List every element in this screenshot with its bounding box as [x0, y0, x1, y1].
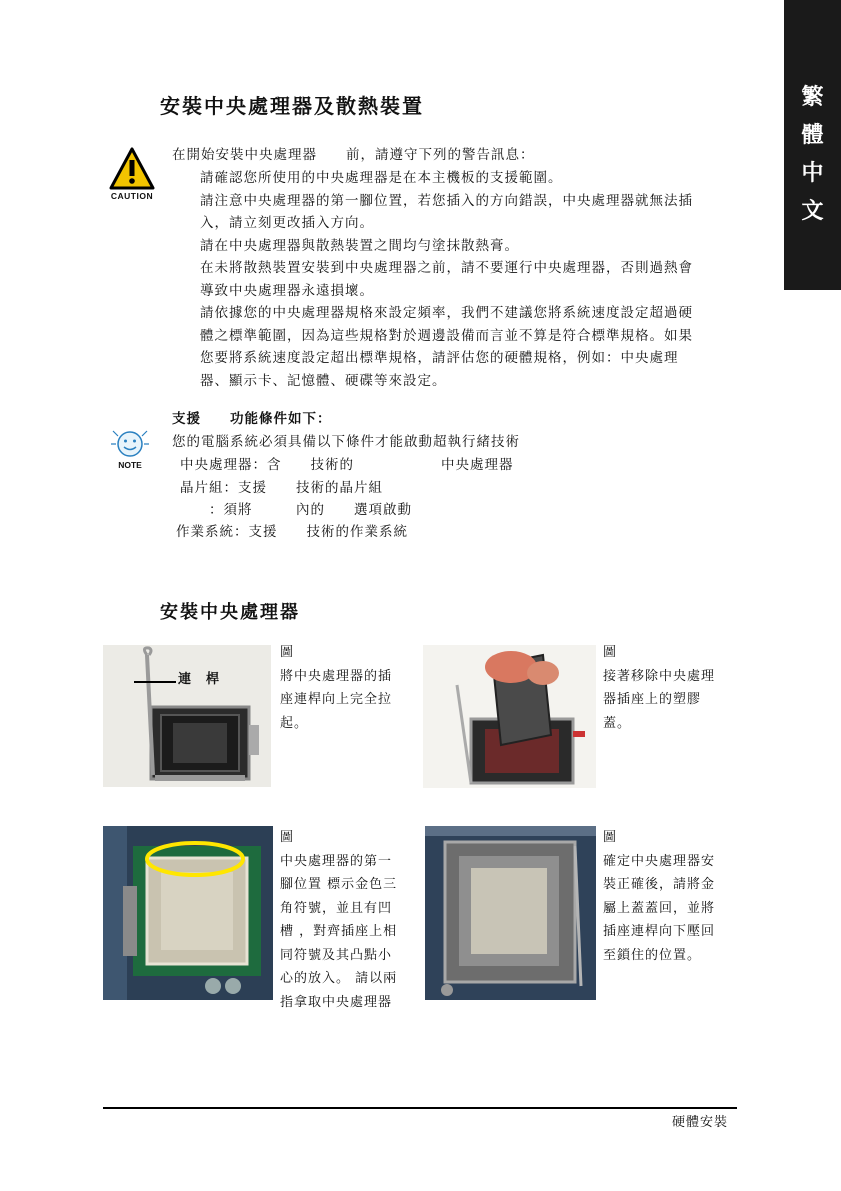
- step-line: 起。: [280, 715, 309, 731]
- step-line: 腳位置 標示金色三: [280, 877, 398, 892]
- step-line: 確定中央處理器安: [603, 853, 716, 869]
- lever-pointer-line: [134, 681, 160, 683]
- caution-line: 體之標準範圍，因為這些規格對於週邊設備而言並不算是符合標準規格。如果: [200, 327, 693, 344]
- step2-photo: [423, 645, 596, 788]
- step3-text: [280, 826, 416, 1014]
- step1-text: [280, 641, 412, 735]
- caution-line: 請依據您的中央處理器規格來設定頻率，我們不建議您將系統速度設定超過硬: [200, 305, 693, 321]
- step2-text: [603, 641, 737, 735]
- page-title: 安裝中央處理器及散熱裝置: [160, 94, 424, 118]
- step-line: 插座連桿向下壓回: [603, 924, 716, 939]
- language-tab-char: 繁: [801, 84, 824, 110]
- language-tab-char: 體: [801, 122, 824, 148]
- step-line: 指拿取中央處理器: [280, 994, 393, 1010]
- caution-line: 器、顯示卡、記憶體、硬碟等來設定。: [200, 372, 447, 389]
- figure-label: 圖: [603, 830, 618, 845]
- footer-label: 硬體安裝: [672, 1115, 729, 1130]
- step3-photo: [103, 826, 273, 1000]
- caution-line: 您要將系統速度設定超出標準規格，請評估您的硬體規格，例如：中央處理: [200, 350, 679, 366]
- note-line: 作業系統：支援 技術的作業系統: [176, 524, 408, 540]
- language-tab: [784, 0, 841, 290]
- step-line: 至鎖住的位置。: [603, 947, 702, 963]
- note-line: 晶片組：支援 技術的晶片組: [180, 480, 383, 496]
- step-line: 角符號，並且有凹: [280, 900, 393, 916]
- caution-line: 請確認您所使用的中央處理器是在本主機板的支援範圍。: [200, 170, 563, 186]
- step4-photo: [425, 826, 596, 1000]
- footer-rule: [103, 1107, 737, 1109]
- caution-line: 請在中央處理器與散熱裝置之間均勻塗抹散熱膏。: [200, 237, 519, 254]
- note-line: ：須將 內的 選項啟動: [180, 502, 412, 518]
- step-line: 槽 ，對齊插座上相: [280, 924, 398, 939]
- caution-line: 入，請立刻更改插入方向。: [200, 215, 374, 231]
- caution-label: CAUTION: [110, 191, 154, 201]
- step-line: 心的放入。 請以兩: [280, 971, 398, 986]
- step-line: 屬上蓋蓋回，並將: [603, 900, 716, 916]
- note-heading: 支援 功能條件如下：: [172, 411, 332, 427]
- note-icon: [106, 428, 154, 472]
- step-line: 將中央處理器的插: [280, 668, 393, 684]
- caution-list: [200, 167, 693, 392]
- caution-line: 導致中央處理器永遠損壞。: [200, 282, 374, 299]
- step1-photo: [103, 645, 271, 787]
- step-line: 同符號及其凸點小: [280, 947, 393, 963]
- note-line: 中央處理器：含 技術的 中央處理器: [180, 457, 514, 473]
- figure-label: 圖: [280, 645, 295, 660]
- caution-icon: [108, 146, 156, 204]
- language-tab-char: 中: [801, 160, 824, 186]
- lever-label: 連 桿: [176, 668, 222, 692]
- figure-label: 圖: [603, 645, 618, 660]
- note-line: 您的電腦系統必須具備以下條件才能啟動超執行緒技術: [172, 434, 520, 450]
- step-line: 器插座上的塑膠: [603, 692, 702, 707]
- note-label: NOTE: [118, 460, 142, 470]
- caution-line: 在未將散熱裝置安裝到中央處理器之前，請不要運行中央處理器，否則過熱會: [200, 260, 693, 276]
- step-line: 中央處理器的第一: [280, 853, 393, 869]
- caution-line: 請注意中央處理器的第一腳位置，若您插入的方向錯誤，中央處理器就無法插: [200, 192, 693, 209]
- figure-label: 圖: [280, 830, 295, 845]
- step-line: 接著移除中央處理: [603, 668, 716, 684]
- step-line: 裝正確後，請將金: [603, 877, 716, 892]
- caution-intro: 在開始安裝中央處理器 前，請遵守下列的警告訊息：: [172, 147, 535, 163]
- section-title: 安裝中央處理器: [160, 602, 300, 623]
- step-line: 蓋。: [603, 715, 632, 731]
- step-line: 座連桿向上完全拉: [280, 692, 393, 707]
- language-tab-char: 文: [801, 198, 824, 224]
- step4-text: [603, 826, 737, 967]
